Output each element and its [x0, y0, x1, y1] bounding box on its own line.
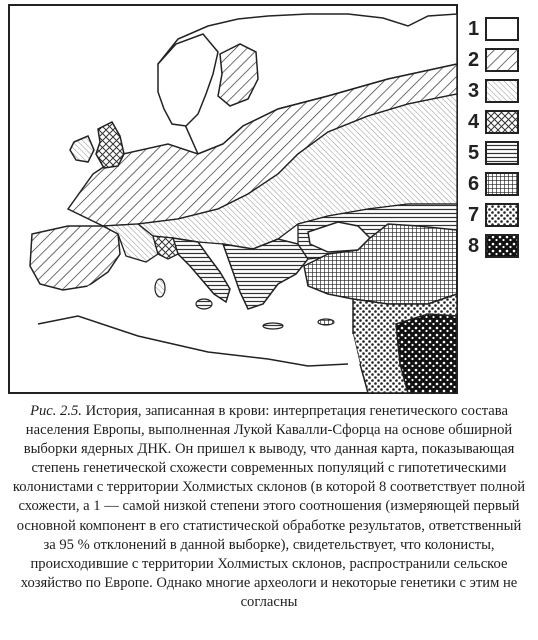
legend-swatch-2 [486, 49, 518, 71]
legend-number-5: 5 [468, 142, 480, 164]
legend-swatch-5 [486, 142, 518, 164]
sicily-island [196, 299, 212, 309]
map-legend [468, 18, 518, 257]
figure-label: Рис. 2.5. [30, 403, 82, 419]
sardinia-island [155, 279, 165, 297]
legend-swatch-8 [486, 235, 518, 257]
caption-text: История, записанная в крови: интерпретация генетического состава населения Европы, выполненная Лукой Кавалли-Сфорца на основе обширной выборки ядерных ДНК. Он пришел к выводу, что данная карта, показывающая степень генетической схожести современных популяций с гипотетическими колонистами с территории Холмистых склонов (в которой 8 соответствует полной схожести, а 1 — самой низкой степени этого соотношения (измеряющей первый основной компонент в его статистической обработке результатов, ответственный за 95 % отклонений в данной выборке), свидетельствует, что колонисты, происходившие с территории Холмистых склонов, распространили сельское хозяйство по Европе. Однако многие археологи и некоторые генетики с этим не согласны [12, 403, 526, 610]
genetic-map-figure [8, 4, 530, 396]
legend-number-8: 8 [468, 235, 480, 257]
legend-number-3: 3 [468, 80, 480, 102]
fertile-crescent-zone-8 [396, 314, 457, 393]
legend-number-1: 1 [468, 18, 480, 40]
legend-number-7: 7 [468, 204, 480, 226]
legend-swatch-1 [486, 18, 518, 40]
figure-caption [10, 402, 528, 612]
legend-swatch-6 [486, 173, 518, 195]
legend-number-2: 2 [468, 49, 480, 71]
legend-number-4: 4 [468, 111, 480, 133]
legend-swatch-4 [486, 111, 518, 133]
crete-island [263, 323, 283, 329]
cyprus-island [318, 319, 334, 325]
legend-number-6: 6 [468, 173, 480, 195]
legend-swatch-3 [486, 80, 518, 102]
legend-swatch-7 [486, 204, 518, 226]
